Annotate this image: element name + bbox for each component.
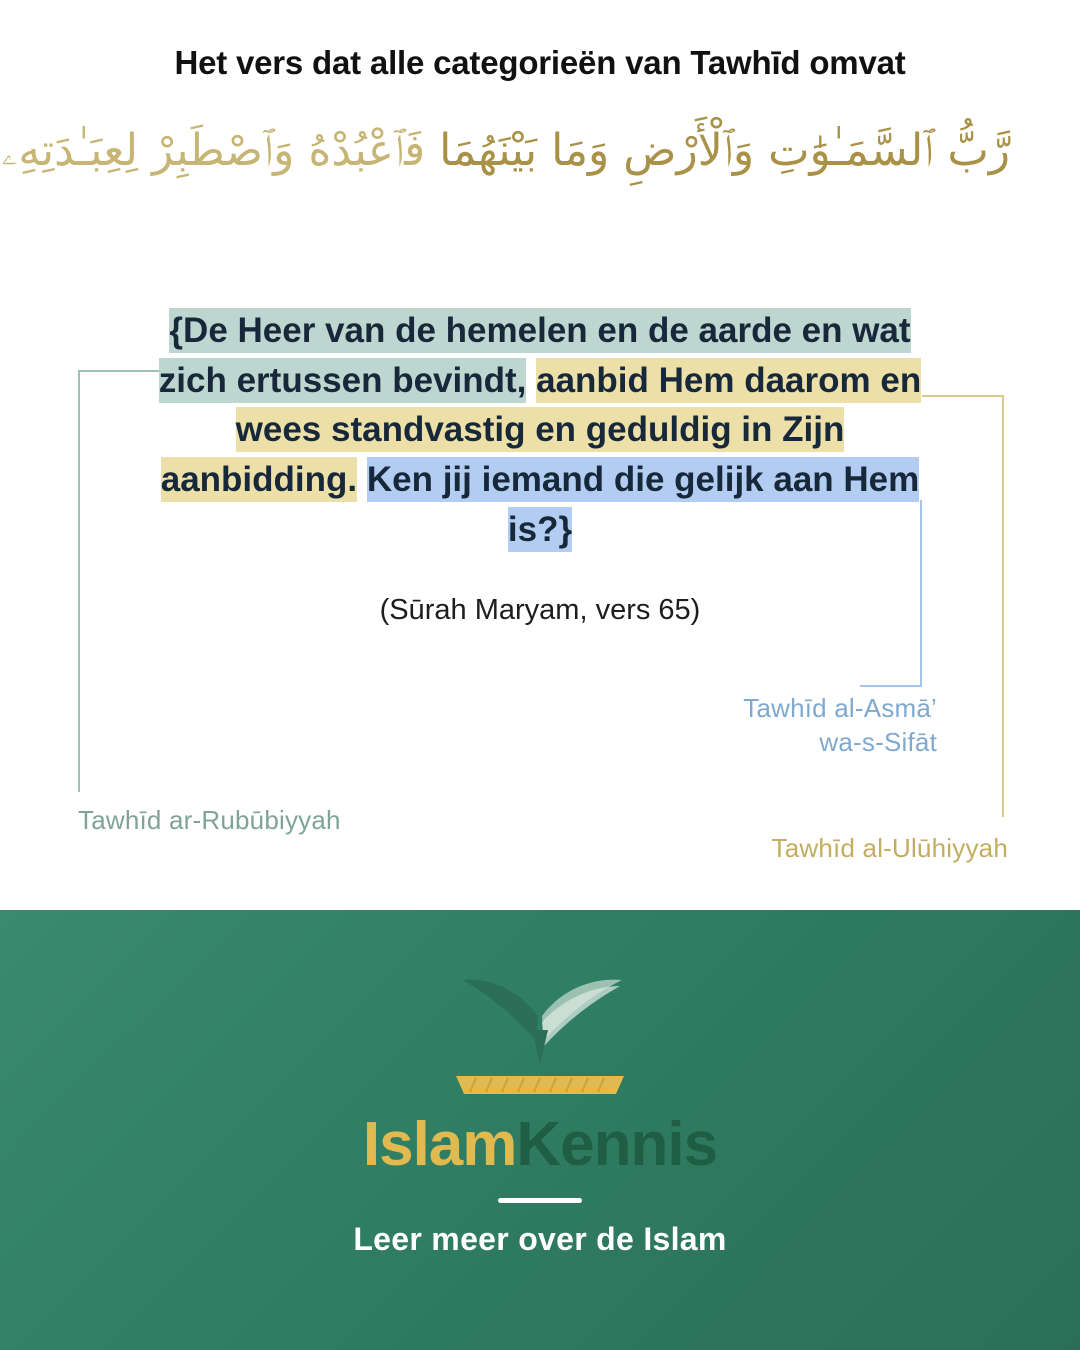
verse-reference: (Sūrah Maryam, vers 65) [379,594,701,626]
arabic-segment-uluhiyyah: فَٱعْبُدْهُ وَٱصْطَبِرْ لِعِبَـٰدَتِهِۦ [1,125,426,176]
page-title: Het vers dat alle categorieën van Tawhīd omvat [174,44,906,81]
category-label-asma-line1: Tawhīd al-Asmā’ [743,693,937,723]
category-label-asma-line2: wa-s-Sifāt [819,726,937,757]
translation-segment-rububiyyah: {De Heer van de hemelen en de aarde en wat zich ertussen bevindt, [159,308,911,403]
footer-banner [0,910,1080,1350]
brand-word-kennis: Kennis [516,1110,718,1179]
brand-divider [498,1198,582,1203]
connector-line-rububiyyah [78,370,160,792]
translation-segment-asma: Ken jij iemand die gelijk aan Hem is?} [367,457,919,552]
brand-block [0,968,1080,1258]
translation-text [155,306,925,554]
open-book-logo-icon [410,968,670,1108]
brand-word-islam: Islam [362,1110,517,1179]
brand-tagline: Leer meer over de Islam [353,1221,727,1257]
brand-wordmark [0,1110,1080,1179]
category-label-uluhiyyah: Tawhīd al-Ulūhiyyah [771,833,1008,863]
arabic-verse [1,112,1010,189]
category-label-rububiyyah: Tawhīd ar-Rubūbiyyah [78,805,341,835]
category-label-asma [600,692,937,760]
arabic-segment-rububiyyah: رَّبُّ ٱلسَّمَـٰوَٰتِ وَٱلْأَرْضِ وَمَا بَيْنَهُمَا [439,125,1010,176]
translation-segment-uluhiyyah: aanbid Hem daarom en wees standvastig en geduldig in Zijn aanbidding. [161,358,921,502]
